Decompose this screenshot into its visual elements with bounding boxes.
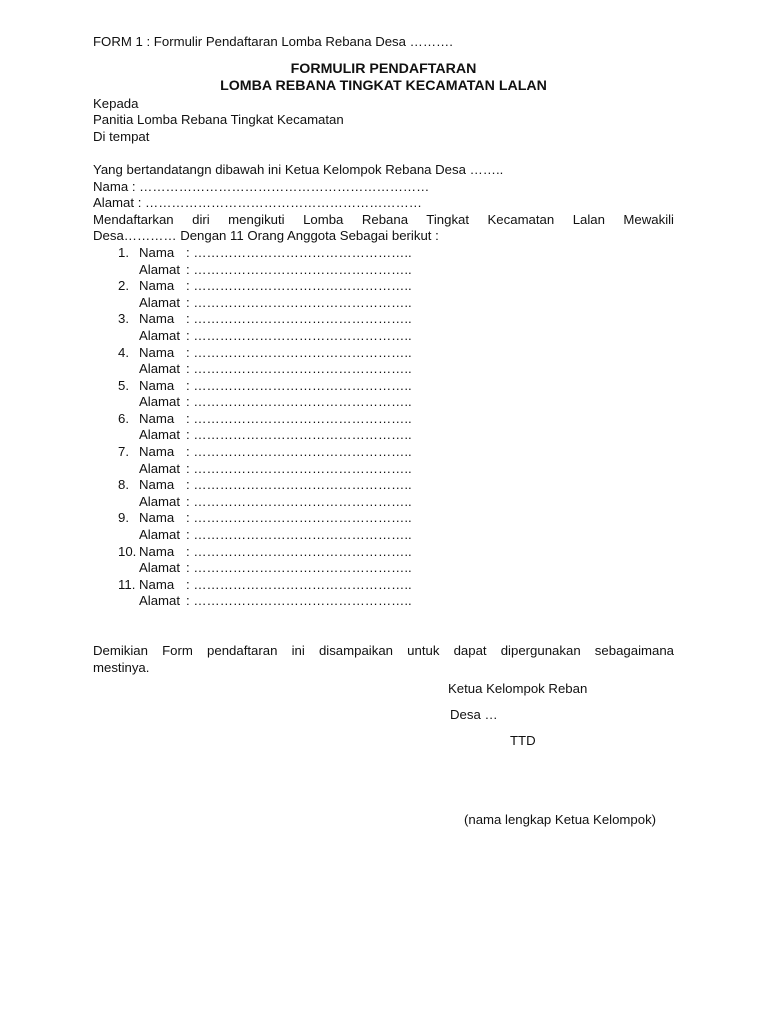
member-number: 5.: [118, 377, 129, 393]
document-page: [93, 34, 674, 676]
member-alamat-row: [93, 427, 674, 444]
member-nama-value: : …………………………………………..: [186, 278, 412, 294]
form-header: FORM 1 : Formulir Pendaftaran Lomba Rebana Desa ……….: [93, 34, 453, 49]
member-alamat-row: [93, 461, 674, 478]
member-number: 9.: [118, 510, 129, 526]
member-nama-row: [93, 245, 674, 262]
closing-line-2: mestinya.: [93, 659, 150, 675]
member-alamat-row: [93, 560, 674, 577]
member-item: [93, 444, 674, 477]
title-line-2: LOMBA REBANA TINGKAT KECAMATAN LALAN: [220, 78, 547, 95]
member-alamat-row: [93, 494, 674, 511]
member-nama-row: [93, 577, 674, 594]
member-alamat-value: : …………………………………………..: [186, 261, 412, 277]
member-alamat-value: : …………………………………………..: [186, 560, 412, 576]
member-number: 7.: [118, 444, 129, 460]
member-alamat-label: Alamat: [139, 460, 181, 476]
member-number: 8.: [118, 477, 129, 493]
member-nama-label: Nama: [139, 377, 175, 393]
member-nama-value: : …………………………………………..: [186, 377, 412, 393]
member-alamat-value: : …………………………………………..: [186, 294, 412, 310]
member-alamat-row: [93, 295, 674, 312]
signature-name: (nama lengkap Ketua Kelompok): [464, 812, 657, 827]
member-alamat-row: [93, 527, 674, 544]
leader-nama: Nama : …………………………………………………………: [93, 178, 430, 194]
member-alamat-value: : …………………………………………..: [186, 593, 412, 609]
member-alamat-row: [93, 328, 674, 345]
member-nama-value: : …………………………………………..: [186, 311, 412, 327]
member-alamat-label: Alamat: [139, 327, 181, 343]
member-alamat-row: [93, 262, 674, 279]
member-item: [93, 577, 674, 610]
member-alamat-label: Alamat: [139, 593, 181, 609]
member-nama-value: : …………………………………………..: [186, 444, 412, 460]
signature-ttd: TTD: [510, 733, 536, 748]
member-alamat-value: : …………………………………………..: [186, 493, 412, 509]
member-nama-label: Nama: [139, 576, 175, 592]
leader-alamat: Alamat : ………………………………………………………: [93, 195, 422, 211]
intro-text: Yang bertandatangn dibawah ini Ketua Kelompok Rebana Desa ……..: [93, 161, 504, 177]
member-nama-row: [93, 411, 674, 428]
member-nama-value: : …………………………………………..: [186, 576, 412, 592]
member-list: [93, 245, 674, 610]
member-number: 6.: [118, 410, 129, 426]
member-alamat-label: Alamat: [139, 427, 181, 443]
member-number: 11.: [118, 576, 136, 592]
member-nama-label: Nama: [139, 444, 175, 460]
register-line-2: Desa………… Dengan 11 Orang Anggota Sebagai berikut :: [93, 228, 439, 244]
member-item: [93, 311, 674, 344]
recipient-panitia: Panitia Lomba Rebana Tingkat Kecamatan: [93, 112, 344, 128]
member-alamat-label: Alamat: [139, 294, 181, 310]
closing-line-1: Demikian Form pendaftaran ini disampaikan untuk dapat dipergunakan sebagaimana: [93, 643, 674, 659]
member-number: 4.: [118, 344, 129, 360]
register-line-1: Mendaftarkan diri mengikuti Lomba Rebana Tingkat Kecamatan Lalan Mewakili: [93, 211, 674, 227]
member-alamat-row: [93, 361, 674, 378]
member-nama-value: : …………………………………………..: [186, 410, 412, 426]
member-alamat-row: [93, 593, 674, 610]
member-nama-label: Nama: [139, 344, 175, 360]
member-alamat-value: : …………………………………………..: [186, 327, 412, 343]
member-alamat-label: Alamat: [139, 261, 181, 277]
member-nama-value: : …………………………………………..: [186, 344, 412, 360]
member-item: [93, 544, 674, 577]
member-item: [93, 411, 674, 444]
member-alamat-label: Alamat: [139, 527, 181, 543]
member-alamat-value: : …………………………………………..: [186, 427, 412, 443]
signature-desa: Desa …: [450, 707, 498, 722]
signature-title: Ketua Kelompok Reban: [448, 681, 588, 696]
member-item: [93, 245, 674, 278]
recipient-block: [93, 96, 674, 146]
member-nama-label: Nama: [139, 543, 175, 559]
member-number: 10.: [118, 543, 137, 559]
member-number: 3.: [118, 311, 129, 327]
member-nama-row: [93, 510, 674, 527]
member-alamat-label: Alamat: [139, 560, 181, 576]
member-item: [93, 278, 674, 311]
member-nama-value: : …………………………………………..: [186, 244, 412, 260]
member-item: [93, 345, 674, 378]
member-item: [93, 477, 674, 510]
member-number: 2.: [118, 278, 129, 294]
member-alamat-row: [93, 394, 674, 411]
member-nama-row: [93, 444, 674, 461]
member-alamat-value: : …………………………………………..: [186, 460, 412, 476]
member-nama-label: Nama: [139, 244, 175, 260]
member-nama-row: [93, 477, 674, 494]
member-nama-row: [93, 311, 674, 328]
member-alamat-label: Alamat: [139, 493, 181, 509]
member-nama-row: [93, 278, 674, 295]
member-nama-label: Nama: [139, 311, 175, 327]
member-nama-label: Nama: [139, 477, 175, 493]
member-alamat-label: Alamat: [139, 394, 181, 410]
member-nama-label: Nama: [139, 510, 175, 526]
recipient-kepada: Kepada: [93, 95, 139, 111]
member-nama-label: Nama: [139, 410, 175, 426]
title-line-1: FORMULIR PENDAFTARAN: [290, 60, 477, 77]
member-alamat-value: : …………………………………………..: [186, 394, 412, 410]
member-alamat-label: Alamat: [139, 361, 181, 377]
member-item: [93, 510, 674, 543]
member-nama-row: [93, 345, 674, 362]
member-nama-label: Nama: [139, 278, 175, 294]
member-nama-row: [93, 378, 674, 395]
member-alamat-value: : …………………………………………..: [186, 361, 412, 377]
recipient-tempat: Di tempat: [93, 128, 150, 144]
member-nama-value: : …………………………………………..: [186, 543, 412, 559]
member-nama-row: [93, 544, 674, 561]
member-number: 1.: [118, 244, 129, 260]
member-nama-value: : …………………………………………..: [186, 477, 412, 493]
member-item: [93, 378, 674, 411]
member-nama-value: : …………………………………………..: [186, 510, 412, 526]
member-alamat-value: : …………………………………………..: [186, 527, 412, 543]
